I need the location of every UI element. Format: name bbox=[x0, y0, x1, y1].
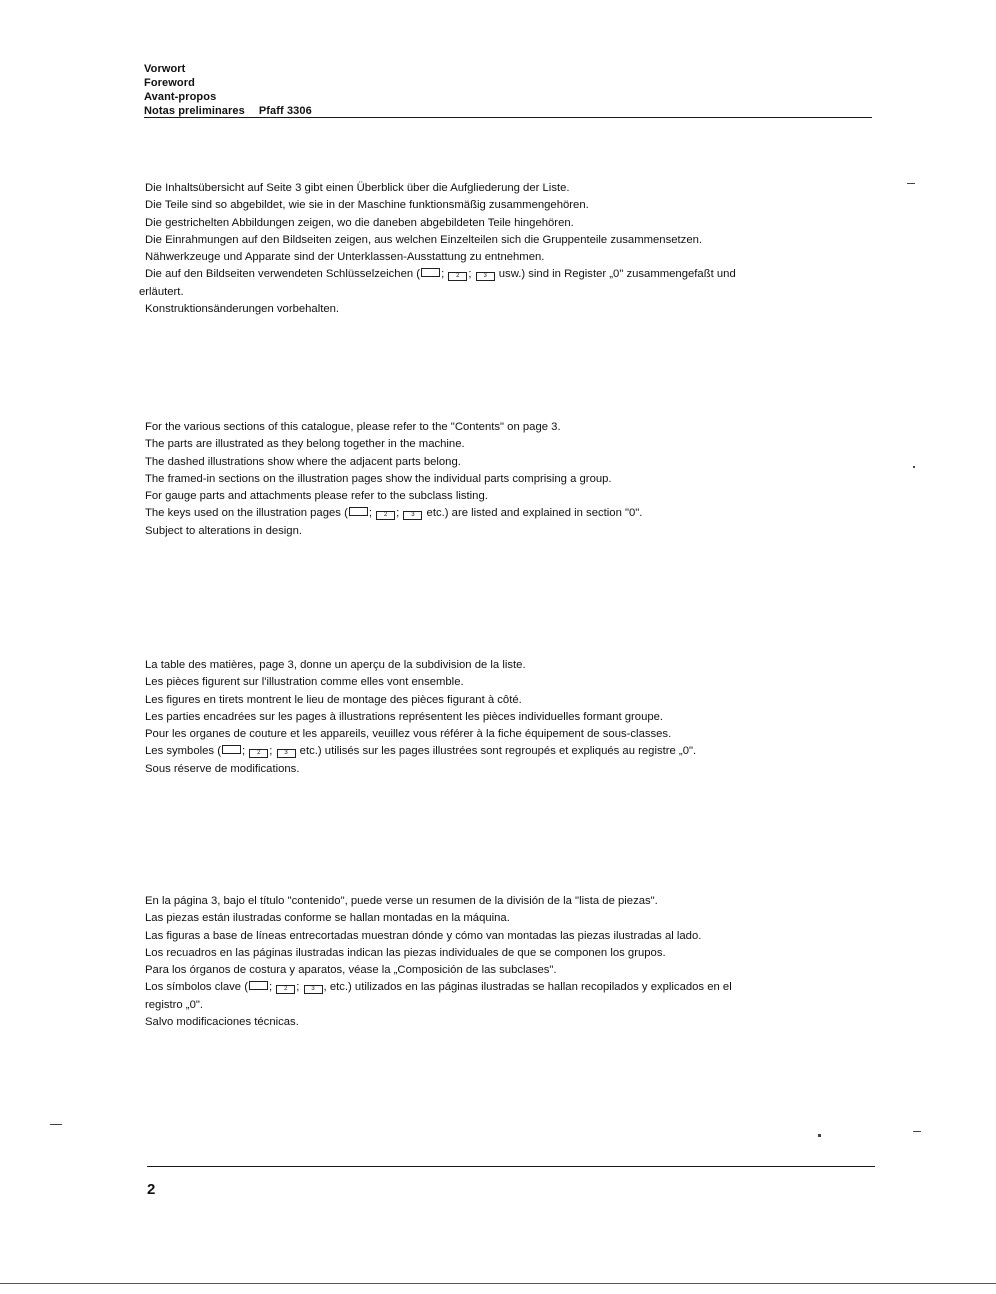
paragraph-line: registro „0". bbox=[145, 998, 204, 1011]
paragraph-line: Subject to alterations in design. bbox=[145, 524, 302, 537]
header-title-es: Notas preliminares bbox=[144, 105, 245, 117]
paragraph-line: Die Teile sind so abgebildet, wie sie in der Maschine funktionsmäßig zusammengehören. bbox=[145, 199, 589, 212]
paragraph-line: Die Einrahmungen auf den Bildseiten zeigen, aus welchen Einzelteilen sich die Gruppenteile zusammensetzen. bbox=[145, 233, 703, 246]
key-symbol-3-icon: 3 bbox=[277, 749, 296, 758]
scan-speck bbox=[50, 1124, 62, 1125]
header-title-en: Foreword bbox=[144, 77, 195, 89]
key-symbol-3-icon: 3 bbox=[403, 511, 422, 520]
page-number: 2 bbox=[147, 1181, 156, 1198]
section-english bbox=[145, 419, 855, 540]
header-divider bbox=[144, 117, 872, 118]
paragraph-line: La table des matières, page 3, donne un aperçu de la subdivision de la liste. bbox=[145, 659, 526, 671]
paragraph-line: Para los órganos de costura y aparatos, véase la „Composición de las subclases". bbox=[145, 964, 557, 977]
key-text-before: The keys used on the illustration pages ( bbox=[145, 507, 348, 520]
key-text-after: etc.) are listed and explained in section "0". bbox=[426, 507, 643, 520]
paragraph-line: Les pièces figurent sur l'illustration comme elles vont ensemble. bbox=[145, 676, 464, 689]
paragraph-line: Konstruktionsänderungen vorbehalten. bbox=[145, 303, 340, 316]
page-header bbox=[144, 62, 874, 118]
section-french bbox=[145, 657, 855, 778]
paragraph-line: Pour les organes de couture et les appareils, veuillez vous référer à la fiche équipement de sous-classes. bbox=[145, 728, 672, 741]
paragraph-line: Las figuras a base de líneas entrecortadas muestran dónde y cómo van montadas las piezas ilustradas al lado. bbox=[145, 929, 702, 942]
paragraph-line-keys: The keys used on the illustration pages ( ; 2 ; 3 etc.) are listed and explained in section "0". bbox=[145, 507, 643, 520]
key-symbol-2-icon: 2 bbox=[276, 985, 295, 994]
scan-speck bbox=[907, 183, 915, 184]
section-german bbox=[139, 180, 855, 318]
paragraph-line: En la página 3, bajo el título "contenido", puede verse un resumen de la división de la "lista de piezas". bbox=[145, 895, 658, 907]
key-text-before: Les symboles ( bbox=[145, 745, 221, 758]
paragraph-line: The framed-in sections on the illustration pages show the individual parts comprising a group. bbox=[145, 472, 612, 485]
key-symbol-3-icon: 3 bbox=[476, 272, 495, 281]
scan-speck bbox=[913, 466, 915, 468]
footer-divider bbox=[147, 1166, 875, 1167]
key-text-after: usw.) sind in Register „0" zusammengefaßt und bbox=[498, 268, 736, 281]
paragraph-line-keys: Les symboles ( ; 2 ; 3 etc.) utilisés sur les pages illustrées sont regroupés et expliqués au registre „0". bbox=[145, 745, 697, 758]
key-text-after: etc.) utilisés sur les pages illustrées sont regroupés et expliqués au registre „0". bbox=[299, 745, 697, 758]
header-title-es-row bbox=[144, 104, 874, 118]
key-text-before: Los símbolos clave ( bbox=[145, 981, 248, 994]
header-title-fr: Avant-propos bbox=[144, 91, 217, 103]
paragraph-line: For gauge parts and attachments please refer to the subclass listing. bbox=[145, 490, 488, 503]
scan-speck bbox=[913, 1131, 921, 1132]
scan-edge-line bbox=[0, 1283, 996, 1284]
header-title-de: Vorwort bbox=[144, 63, 186, 75]
paragraph-line-keys: Die auf den Bildseiten verwendeten Schlüsselzeichen ( ; 2 ; 3 usw.) sind in Register „0" zusammengefaßt und bbox=[145, 268, 736, 281]
key-symbol-2-icon: 2 bbox=[249, 749, 268, 758]
key-symbol-2-icon: 2 bbox=[448, 272, 467, 281]
key-symbol-blank-icon bbox=[249, 981, 268, 990]
paragraph-line-keys: Los símbolos clave ( ; 2 ; 3 , etc.) utilizados en las páginas ilustradas se hallan recopilados y explicados en el bbox=[145, 981, 732, 994]
paragraph-line: Los recuadros en las páginas ilustradas indican las piezas individuales de que se componen los grupos. bbox=[145, 946, 666, 959]
paragraph-line: erläutert. bbox=[139, 285, 184, 298]
paragraph-line: Die gestrichelten Abbildungen zeigen, wo die daneben abgebildeten Teile hingehören. bbox=[145, 216, 574, 229]
paragraph-line: Las piezas están ilustradas conforme se hallan montadas en la máquina. bbox=[145, 912, 510, 925]
paragraph-line: Nähwerkzeuge und Apparate sind der Unterklassen-Ausstattung zu entnehmen. bbox=[145, 251, 545, 264]
machine-model: Pfaff 3306 bbox=[258, 105, 312, 117]
section-spanish bbox=[145, 893, 855, 1031]
key-symbol-blank-icon bbox=[349, 507, 368, 516]
paragraph-line: Die Inhaltsübersicht auf Seite 3 gibt einen Überblick über die Aufgliederung der Liste. bbox=[145, 182, 570, 194]
paragraph-line: The dashed illustrations show where the adjacent parts belong. bbox=[145, 455, 461, 468]
key-symbol-2-icon: 2 bbox=[376, 511, 395, 520]
paragraph-line: Salvo modificaciones técnicas. bbox=[145, 1016, 299, 1029]
key-symbol-blank-icon bbox=[421, 268, 440, 277]
scan-speck bbox=[818, 1134, 821, 1137]
paragraph-line: Les figures en tirets montrent le lieu de montage des pièces figurant à côté. bbox=[145, 693, 522, 706]
paragraph-line: The parts are illustrated as they belong together in the machine. bbox=[145, 438, 465, 451]
paragraph-line: For the various sections of this catalogue, please refer to the "Contents" on page 3. bbox=[145, 421, 561, 433]
key-symbol-blank-icon bbox=[222, 745, 241, 754]
paragraph-line: Les parties encadrées sur les pages à illustrations représentent les pièces individuelles formant groupe. bbox=[145, 710, 664, 723]
key-text-after: etc.) utilizados en las páginas ilustradas se hallan recopilados y explicados en el bbox=[329, 981, 732, 994]
key-symbol-3-icon: 3 bbox=[304, 985, 323, 994]
key-text-before: Die auf den Bildseiten verwendeten Schlüsselzeichen ( bbox=[145, 268, 421, 281]
paragraph-line: Sous réserve de modifications. bbox=[145, 762, 300, 775]
